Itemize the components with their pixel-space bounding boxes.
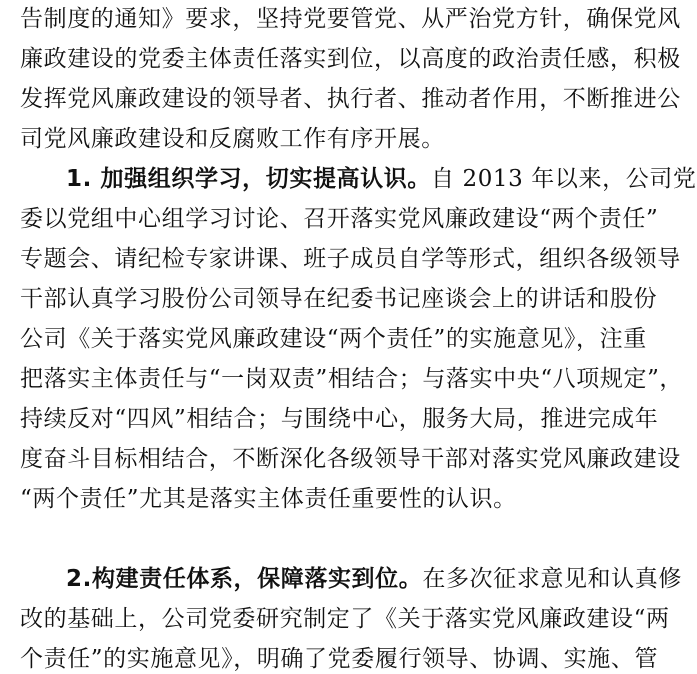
- intro-line-4: 司党风廉政建设和反腐败工作有序开展。: [20, 126, 445, 152]
- intro-line-2: 廉政建设的党委主体责任落实到位，以高度的政治责任感，积极: [20, 46, 681, 72]
- section2-line-3: 个责任”的实施意见》，明确了党委履行领导、协调、实施、管: [20, 646, 659, 672]
- section1-first-line-text: 自 2013 年以来，公司党: [430, 166, 697, 192]
- intro-line-1: 告制度的通知》要求，坚持党要管党、从严治党方针，确保党风: [20, 6, 681, 32]
- section2-heading: 2.构建责任体系，保障落实到位。: [66, 566, 423, 592]
- section1-line-5: 公司《关于落实党风廉政建设“两个责任”的实施意见》，注重: [20, 326, 647, 352]
- section1-line-2: 委以党组中心组学习讨论、召开落实党风廉政建设“两个责任”: [20, 206, 659, 232]
- section2-first-line-text: 在多次征求意见和认真修: [422, 566, 682, 592]
- section1-line-7: 持续反对“四风”相结合；与围绕中心，服务大局，推进完成年: [20, 406, 659, 432]
- section2-line-2: 改的基础上，公司党委研究制定了《关于落实党风廉政建设“两: [20, 606, 670, 632]
- section1-first-line: [20, 164, 697, 194]
- section1-line-3: 专题会、请纪检专家讲课、班子成员自学等形式，组织各级领导: [20, 246, 681, 272]
- section2-first-line: [20, 564, 682, 594]
- intro-line-3: 发挥党风廉政建设的领导者、执行者、推动者作用，不断推进公: [20, 86, 681, 112]
- section1-line-4: 干部认真学习股份公司领导在纪委书记座谈会上的讲话和股份: [20, 286, 658, 312]
- section1-line-8: 度奋斗目标相结合，不断深化各级领导干部对落实党风廉政建设: [20, 446, 681, 472]
- section1-line-6: 把落实主体责任与“一岗双责”相结合；与落实中央“八项规定”，: [20, 366, 684, 392]
- section1-heading: 1. 加强组织学习，切实提高认识。: [66, 166, 431, 192]
- section1-line-9: “两个责任”尤其是落实主体责任重要性的认识。: [20, 486, 517, 512]
